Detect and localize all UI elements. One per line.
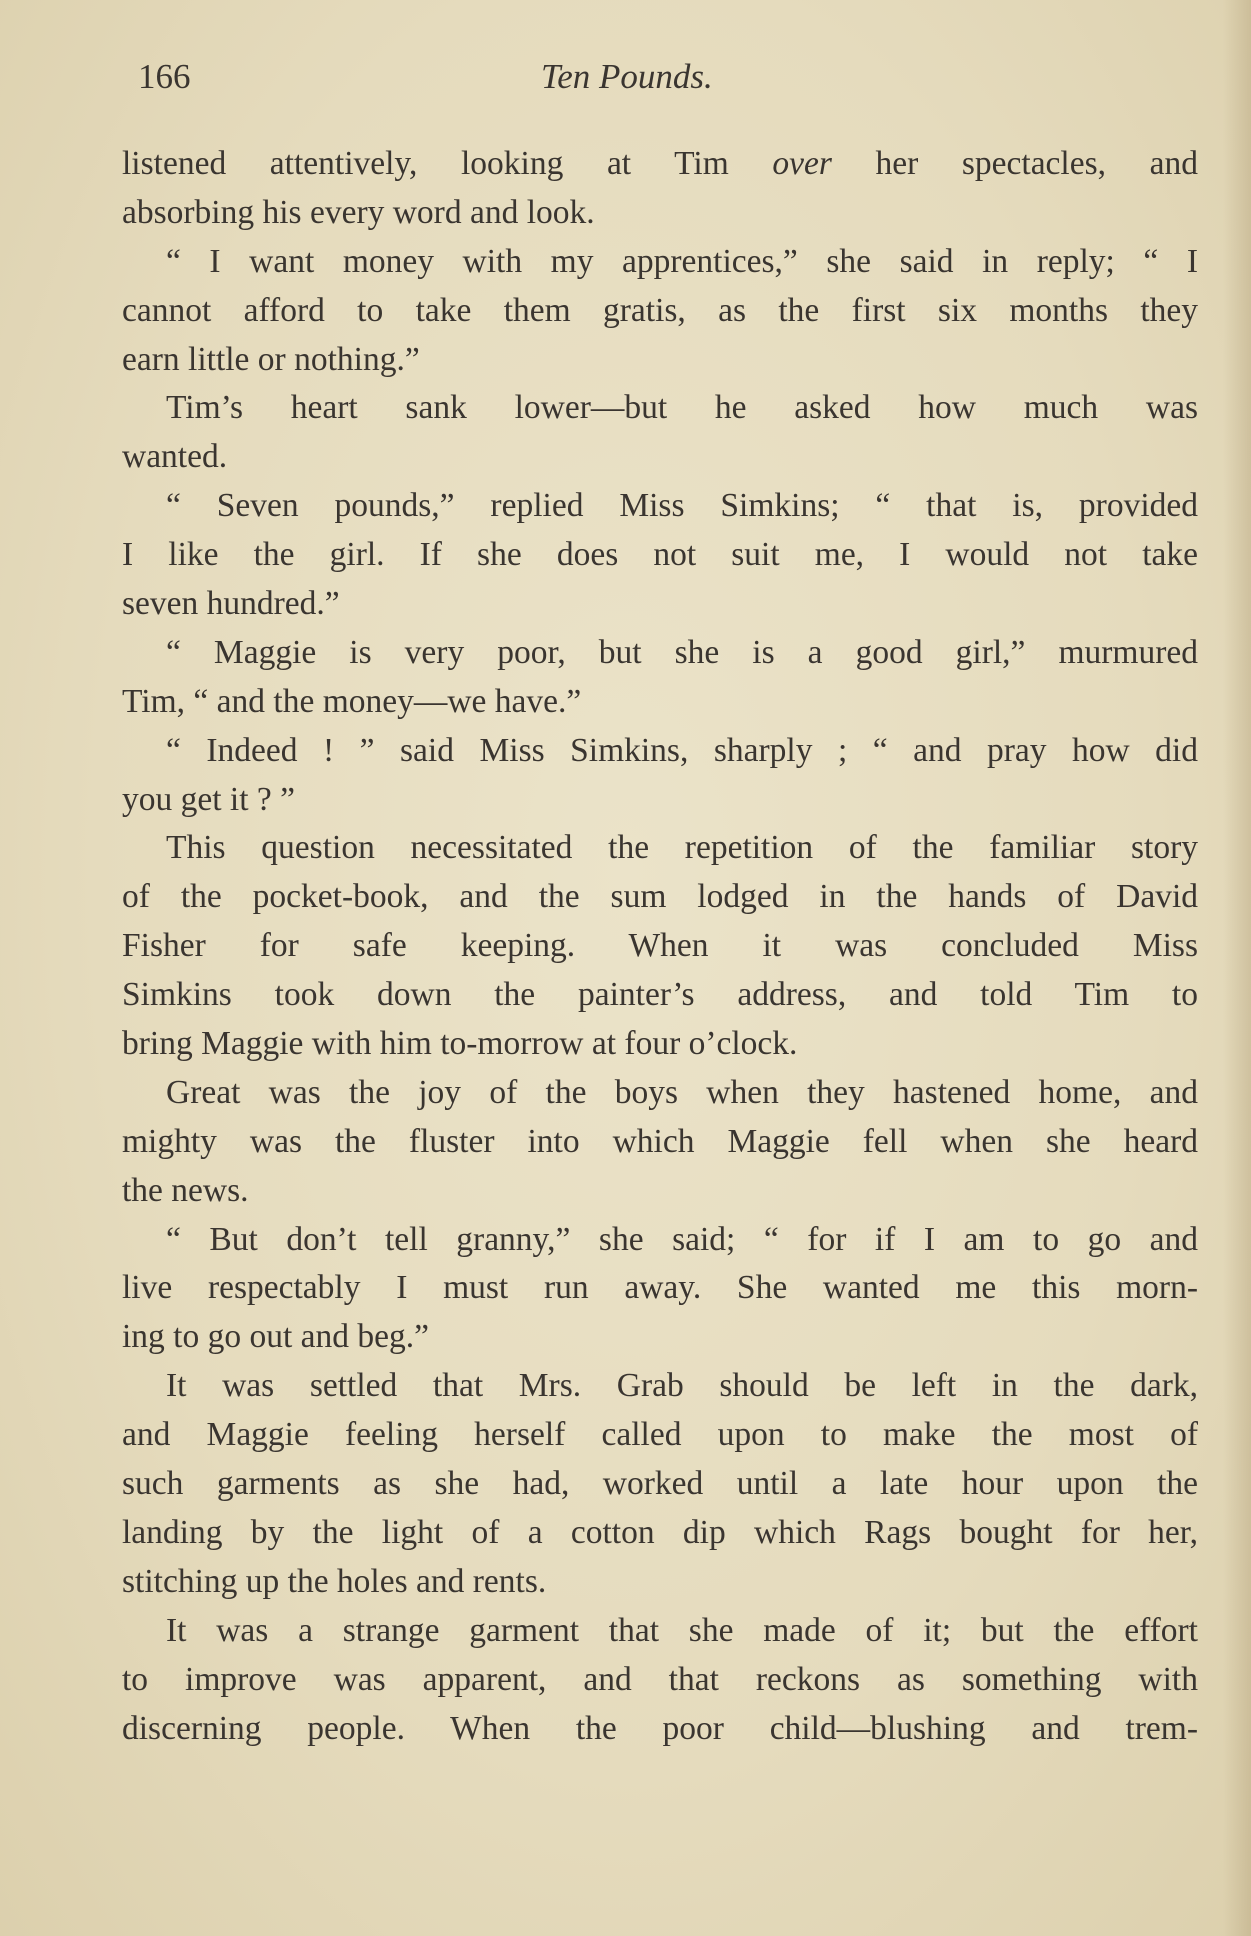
text-line: It was a strange garment that she made of it; but the effort [166, 1611, 1198, 1649]
text-line: live respectably I must run away. She wanted me this morn- [122, 1269, 1198, 1307]
text-line: the news. [122, 1171, 249, 1209]
text-line: to improve was apparent, and that reckons as something with [122, 1660, 1198, 1698]
text-line: wanted. [122, 438, 228, 476]
text-line: “ I want money with my apprentices,” she said in reply; “ I [166, 242, 1198, 280]
text-line: cannot afford to take them gratis, as the first six months they [122, 291, 1198, 329]
text-line: I like the girl. If she does not suit me, I would not take [122, 536, 1198, 574]
text-line: such garments as she had, worked until a late hour upon the [122, 1465, 1198, 1503]
text-line: “ Indeed ! ” said Miss Simkins, sharply ; “ and pray how did [166, 731, 1198, 769]
text-line: and Maggie feeling herself called upon to make the most of [122, 1416, 1198, 1454]
text-line: Fisher for safe keeping. When it was concluded Miss [122, 927, 1198, 965]
text-line: “ But don’t tell granny,” she said; “ for if I am to go and [166, 1220, 1198, 1258]
page-header [138, 52, 778, 102]
text-line: landing by the light of a cotton dip which Rags bought for her, [122, 1513, 1198, 1551]
text-line: Great was the joy of the boys when they hastened home, and [166, 1073, 1198, 1111]
page-edge-shadow [1223, 0, 1251, 1936]
text-line: discerning people. When the poor child—blushing and trem- [122, 1709, 1198, 1747]
text-line: listened attentively, looking at Tim over her spectacles, and [122, 145, 1198, 182]
text-line: Tim, “ and the money—we have.” [122, 682, 582, 720]
text-line: ing to go out and beg.” [122, 1318, 430, 1356]
text-line: bring Maggie with him to-morrow at four o’clock. [122, 1025, 798, 1063]
page-number: 166 [138, 57, 191, 96]
text-line: Simkins took down the painter’s address, and told Tim to [122, 976, 1198, 1014]
running-title: Ten Pounds. [541, 57, 713, 96]
text-line: It was settled that Mrs. Grab should be left in the dark, [166, 1367, 1198, 1405]
text-line: “ Maggie is very poor, but she is a good girl,” murmured [166, 633, 1198, 671]
text-line: of the pocket-book, and the sum lodged in the hands of David [122, 878, 1198, 916]
text-line: earn little or nothing.” [122, 340, 420, 378]
text-line: Tim’s heart sank lower—but he asked how much was [166, 389, 1198, 427]
text-line: This question necessitated the repetition of the familiar story [166, 829, 1198, 867]
text-line: “ Seven pounds,” replied Miss Simkins; “ that is, provided [166, 487, 1198, 525]
text-line: you get it ? ” [122, 780, 296, 818]
text-line: mighty was the fluster into which Maggie fell when she heard [122, 1122, 1198, 1160]
text-line: absorbing his every word and look. [122, 193, 595, 231]
text-line: seven hundred.” [122, 585, 340, 623]
text-line: stitching up the holes and rents. [122, 1562, 547, 1600]
body-text [122, 140, 1198, 1753]
